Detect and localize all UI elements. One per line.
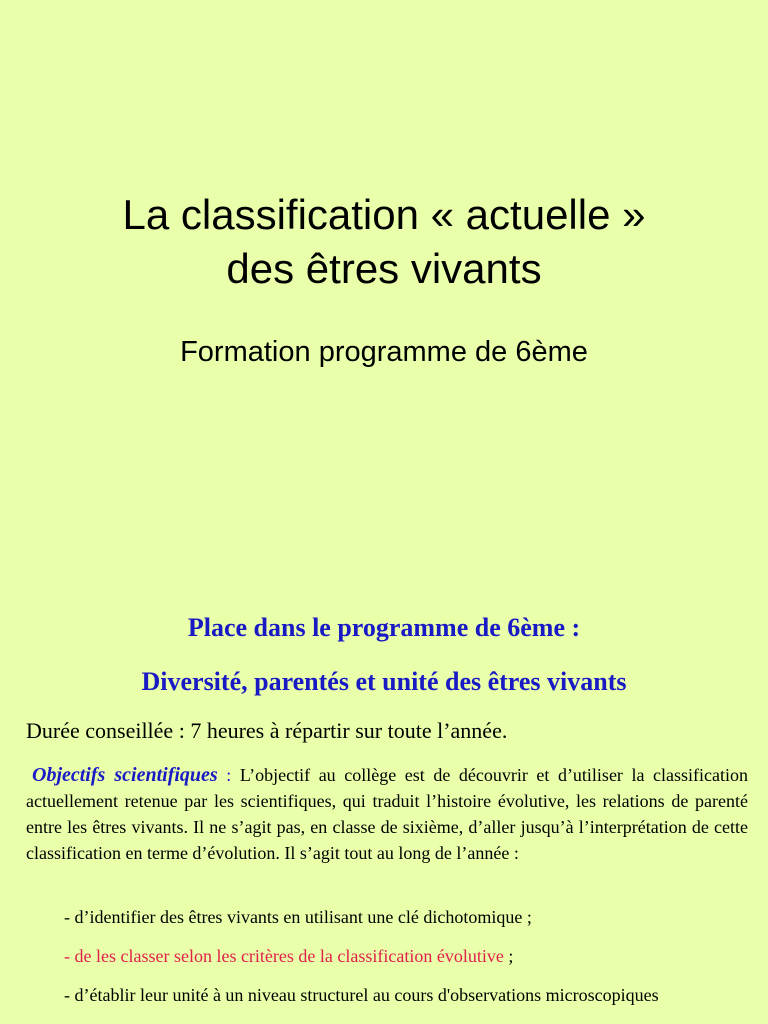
title-line-1: La classification « actuelle » (122, 191, 646, 238)
bullet-text: d’identifier des êtres vivants en utilisant une clé dichotomique ; (74, 907, 532, 927)
slide-title (0, 188, 768, 296)
objectives-colon: : (217, 765, 232, 785)
list-item (64, 904, 748, 930)
bullet-text-highlight: de les classer selon les critères de la classification évolutive (74, 946, 504, 966)
theme-heading: Diversité, parentés et unité des êtres vivants (141, 667, 627, 696)
slide-subtitle: Formation programme de 6ème (180, 336, 588, 368)
bullet-dash: - (64, 946, 75, 966)
title-line-2: des êtres vivants (226, 245, 542, 292)
objectives-paragraph (26, 762, 748, 866)
bullet-dash: - (64, 985, 75, 1005)
objectives-list (64, 904, 748, 1021)
bullet-text: d’établir leur unité à un niveau structurel au cours d'observations microscopiques (74, 985, 659, 1005)
list-item (64, 943, 748, 969)
list-item (64, 982, 748, 1008)
bullet-suffix: ; (503, 946, 514, 966)
objectives-text: L’objectif au collège est de découvrir et d’utiliser la classification actuellement retenue par les scientifiques, qui traduit l’histoire évolutive, les relations de parenté entre les êtres vivants. Il ne s’agit pas, en classe de sixième, d’aller jusqu’à l’interprétation de cette classification en terme d’évolution. Il s’agit tout au long de l’année : (26, 765, 748, 863)
program-heading: Place dans le programme de 6ème : (187, 613, 581, 642)
objectives-label: Objectifs scientifiques (32, 764, 218, 786)
duration-text: Durée conseillée : 7 heures à répartir sur toute l’année. (26, 718, 508, 743)
bullet-dash: - (64, 907, 75, 927)
